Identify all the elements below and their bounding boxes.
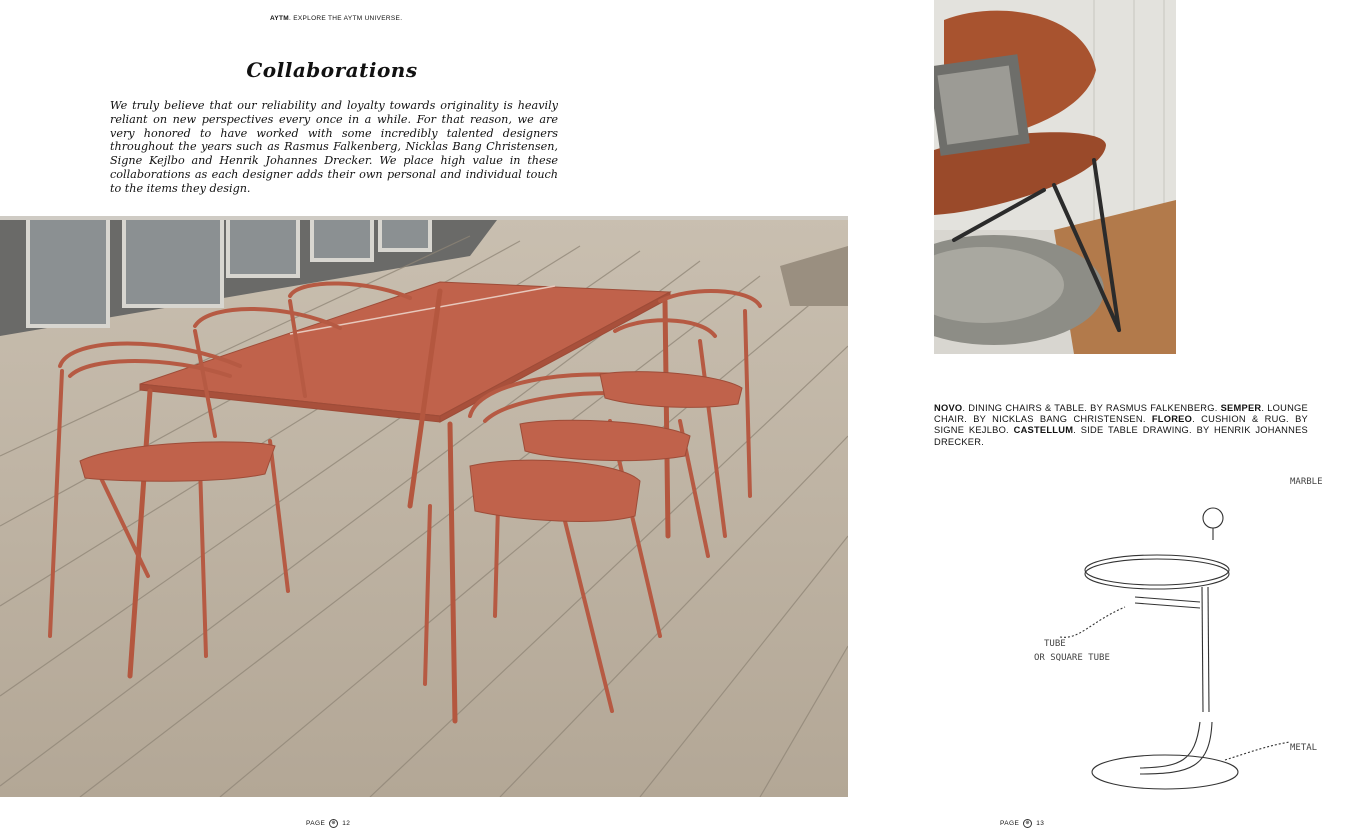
page-value-left: 12 xyxy=(342,820,351,828)
side-table-sketch xyxy=(1020,462,1356,802)
note-tube: TUBE xyxy=(1044,639,1066,649)
side-table-drawing xyxy=(1020,462,1356,802)
page-number-right xyxy=(1000,819,1044,828)
dining-set-photo xyxy=(0,216,848,797)
note-top: MARBLE xyxy=(1290,477,1323,487)
header-tagline: . EXPLORE THE AYTM UNIVERSE. xyxy=(289,15,403,22)
intro-paragraph: We truly believe that our reliability and loyalty towards originality is heavily reliant on new perspectives every once in a while. For that reason, we are very honored to have worked with some incredibly talented designers throughout the years such as Rasmus Falkenberg, Nicklas Bang Christensen, Signe Kejlbo and Henrik Johannes Drecker. We place high value in these collaborations as each designer adds their own personal and individual touch to the items they design. xyxy=(110,99,558,195)
brand-name: AYTM xyxy=(270,15,290,22)
lounge-chair-photo xyxy=(934,0,1176,354)
note-square: OR SQUARE TUBE xyxy=(1034,653,1110,663)
lounge-chair-illustration xyxy=(934,0,1176,354)
caption-name-semper: SEMPER xyxy=(1220,403,1262,413)
caption-name-novo: NOVO xyxy=(934,403,963,413)
page-symbol-right: ⊕ xyxy=(1023,819,1032,828)
page-label-left: PAGE xyxy=(306,820,326,828)
page-header xyxy=(270,15,402,22)
caption-text-floreo: . CUSHION & RUG. BY SIGNE KEJLBO. xyxy=(934,414,1308,436)
caption-text-semper: . LOUNGE CHAIR. BY NICKLAS BANG CHRISTENSEN. xyxy=(934,403,1308,425)
page-number-left xyxy=(306,819,350,828)
product-caption xyxy=(934,403,1308,448)
caption-name-castellum: CASTELLUM xyxy=(1013,425,1074,436)
page-symbol-left: ⊕ xyxy=(329,819,338,828)
note-base: METAL xyxy=(1290,743,1318,753)
page-title: Collaborations xyxy=(246,58,418,82)
page-label-right: PAGE xyxy=(1000,820,1020,828)
caption-text-novo: . DINING CHAIRS & TABLE. BY RASMUS FALKENBERG. xyxy=(962,403,1221,413)
page-value-right: 13 xyxy=(1036,820,1045,828)
caption-text-castellum: . SIDE TABLE DRAWING. BY HENRIK JOHANNES DRECKER. xyxy=(934,425,1309,447)
caption-name-floreo: FLOREO xyxy=(1151,414,1193,425)
dining-set-illustration xyxy=(0,216,848,797)
